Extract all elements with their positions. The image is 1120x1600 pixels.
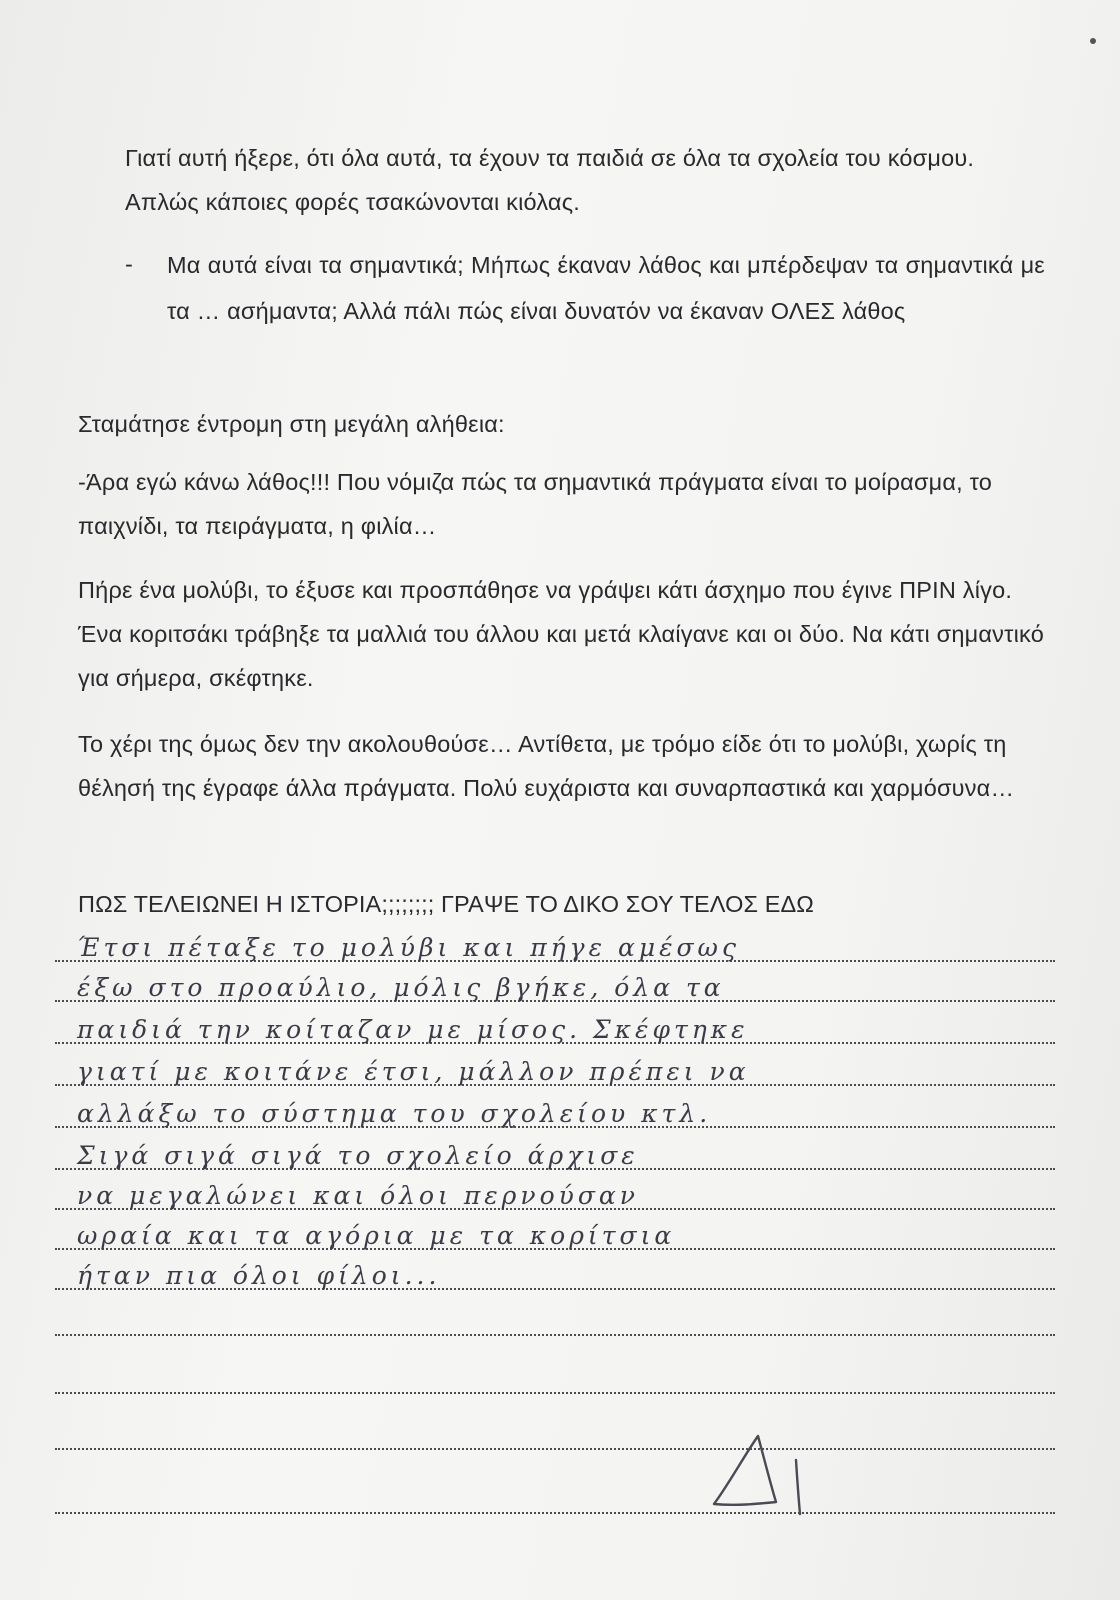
handwritten-text: Σιγά σιγά σιγά το σχολείο άρχισε (77, 1141, 639, 1170)
handwritten-text: ήταν πια όλοι φίλοι... (77, 1261, 441, 1290)
dialogue-question-paragraph: Μα αυτά είναι τα σημαντικά; Μήπως έκαναν λάθος και μπέρδεψαν τα σημαντικά με τα … ασήμαντα; Αλλά πάλι πώς είναι δυνατόν να έκαναν ΟΛΕΣ λάθος (167, 252, 1045, 324)
intro-paragraph: Γιατί αυτή ήξερε, ότι όλα αυτά, τα έχουν τα παιδιά σε όλα τα σχολεία του κόσμου. Απλώς κάποιες φορές τσακώνονται κιόλας. (125, 145, 975, 215)
answer-line[interactable] (55, 1052, 1055, 1092)
answer-line[interactable] (55, 1360, 1055, 1400)
handwritten-text: γιατί με κοιτάνε έτσι, μάλλον πρέπει να (77, 1057, 750, 1086)
handwritten-text: αλλάξω το σύστημα του σχολείου κτλ. (77, 1099, 712, 1128)
pencil-paragraph: Πήρε ένα μολύβι, το έξυσε και προσπάθησε να γράψει κάτι άσχημο που έγινε ΠΡΙΝ λίγο. Ένα κοριτσάκι τράβηξε τα μαλλιά του άλλου και μετά κλαίγανε και οι δύο. Να κάτι σημαντικό για σήμερα, σκέφτηκε. (78, 577, 1044, 691)
dialogue-block (125, 242, 1045, 334)
answer-line[interactable] (55, 1416, 1055, 1456)
realization-paragraph: -Άρα εγώ κάνω λάθος!!! Που νόμιζα πώς τα σημαντικά πράγματα είναι το μοίρασμα, το παιχνίδι, τα πειράγματα, η φιλία… (78, 469, 993, 539)
answer-line[interactable] (55, 1094, 1055, 1134)
handwritten-text: να μεγαλώνει και όλοι περνούσαν (77, 1181, 639, 1210)
dialogue-dash: - (125, 251, 133, 277)
prompt-question: ΠΩΣ ΤΕΛΕΙΩΝΕΙ Η ΙΣΤΟΡΙΑ;;;;;;;; ΓΡΑΨΕ ΤΟ ΔΙΚΟ ΣΟΥ ΤΕΛΟΣ ΕΔΩ (78, 891, 814, 917)
answer-line[interactable] (55, 1302, 1055, 1342)
answer-line[interactable] (55, 1010, 1055, 1050)
answer-line[interactable] (55, 928, 1055, 968)
answer-line[interactable] (55, 968, 1055, 1008)
answer-line[interactable] (55, 1176, 1055, 1216)
answer-line[interactable] (55, 1216, 1055, 1256)
handwritten-text: ωραία και τα αγόρια με τα κορίτσια (77, 1221, 676, 1250)
handwritten-text: έξω στο προαύλιο, μόλις βγήκε, όλα τα (77, 973, 725, 1002)
hand-paragraph: Το χέρι της όμως δεν την ακολουθούσε… Αντίθετα, με τρόμο είδε ότι το μολύβι, χωρίς τη θέλησή της έγραφε άλλα πράγματα. Πολύ ευχάριστα και συναρπαστικά και χαρμόσυνα… (78, 731, 1015, 801)
answer-line[interactable] (55, 1256, 1055, 1296)
handwritten-text: παιδιά την κοίταζαν με μίσος. Σκέφτηκε (77, 1015, 749, 1044)
signature (700, 1430, 830, 1520)
paper-speck (1090, 38, 1096, 44)
handwritten-text: Έτσι πέταξε το μολύβι και πήγε αμέσως (77, 933, 740, 962)
stopped-paragraph: Σταμάτησε έντρομη στη μεγάλη αλήθεια: (78, 411, 505, 437)
answer-line[interactable] (55, 1480, 1055, 1520)
answer-line[interactable] (55, 1136, 1055, 1176)
